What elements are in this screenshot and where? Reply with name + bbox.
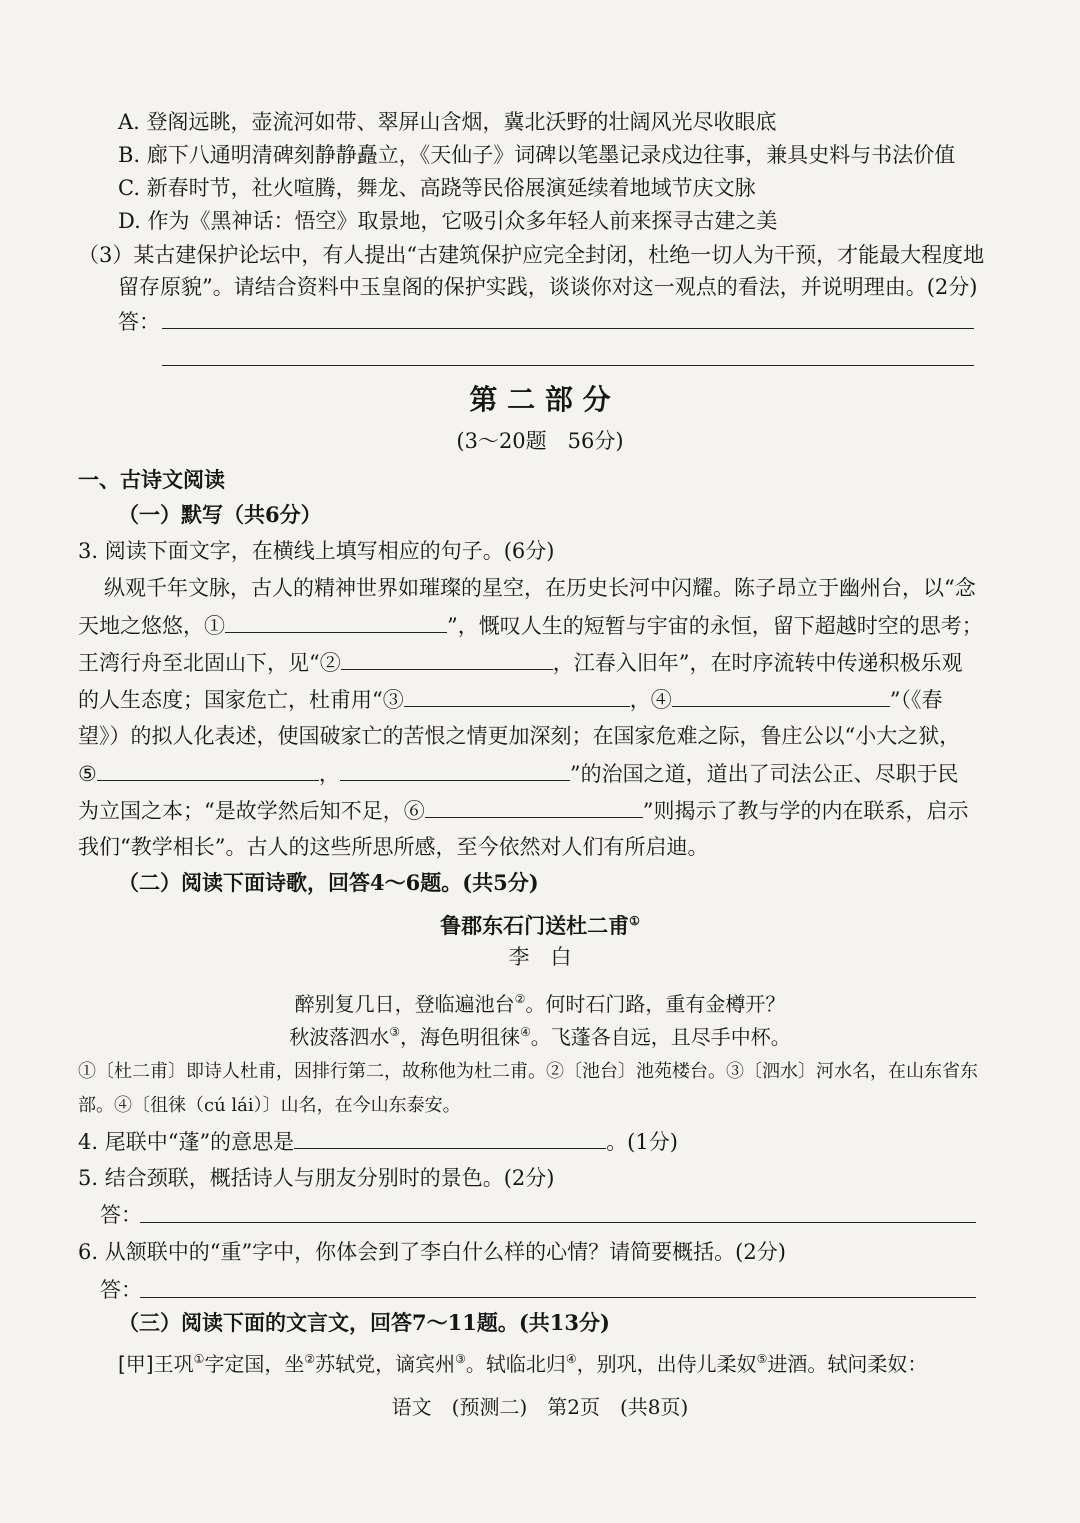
classical-text: 。轼临北归 [465, 1352, 566, 1376]
footnote-marker: ⑤ [756, 1352, 768, 1366]
classical-text: 字定国，坐 [204, 1352, 305, 1376]
part-title: 第 二 部 分 [469, 383, 611, 416]
poem-line [0, 984, 1080, 1019]
passage-line: 纵观千年文脉，古人的精神世界如璀璨的星空，在历史长河中闪耀。陈子昂立于幽州台，以“念 [104, 576, 976, 600]
poem-text: ，海色明徂徕 [400, 1025, 520, 1049]
poem-text: 秋波落泗水 [289, 1025, 390, 1049]
option-b: B. 廊下八通明清碑刻静静矗立，《天仙子》词碑以笔墨记录戍边往事，兼具史料与书法价值 [118, 143, 956, 167]
question-text: 。(1分) [606, 1130, 678, 1154]
passage-line [78, 684, 943, 715]
classical-text: ，别巩，出侍儿柔奴 [576, 1352, 757, 1376]
question-text: 4. 尾联中“蓬”的意思是 [78, 1130, 295, 1154]
passage-text: 的人生态度；国家危亡，杜甫用“③ [78, 688, 404, 712]
passage-line [78, 647, 962, 678]
question-5-stem: 5. 结合颈联，概括诗人与朋友分别时的景色。(2分) [78, 1166, 555, 1190]
classical-text: 进酒。轼问柔奴： [767, 1352, 928, 1376]
poem-text: 。何时石门路，重有金樽开？ [525, 992, 786, 1016]
footnote-marker: ① [193, 1352, 205, 1366]
passage-text: ”，慨叹人生的短暂与宇宙的永恒，留下超越时空的思考； [447, 614, 983, 638]
answer-label: 答： [100, 1278, 142, 1302]
poem-title-text: 鲁郡东石门送杜二甫 [440, 913, 630, 938]
question-2-3-line2: 留存原貌”。请结合资料中玉皇阁的保护实践，谈谈你对这一观点的看法，并说明理由。(2分) [118, 275, 978, 299]
poem-line [0, 1017, 1080, 1052]
blank-1[interactable] [225, 610, 447, 633]
passage-text: ， [318, 762, 340, 786]
footnote-marker: ③ [455, 1352, 466, 1366]
question-6-stem: 6. 从颔联中的“重”字中，你体会到了李白什么样的心情？请简要概括。(2分) [78, 1240, 786, 1264]
option-c: C. 新春时节，社火喧腾，舞龙、高跷等民俗展演延续着地域节庆文脉 [118, 176, 756, 200]
question-2-3-line1: （3）某古建保护论坛中，有人提出“古建筑保护应完全封闭，杜绝一切人为干预，才能最大程度地 [78, 243, 985, 267]
option-a: A. 登阁远眺，壶流河如带、翠屏山含烟，冀北沃野的壮阔风光尽收眼底 [118, 110, 777, 134]
passage-text: ”则揭示了教与学的内在联系，启示 [642, 799, 969, 823]
option-d: D. 作为《黑神话：悟空》取景地，它吸引众多年轻人前来探寻古建之美 [118, 209, 778, 233]
answer-label: 答： [100, 1203, 142, 1227]
passage-line [78, 758, 959, 789]
footnote-marker: ② [514, 992, 526, 1006]
section-heading: 一、古诗文阅读 [78, 467, 225, 492]
passage-text: 王湾行舟至北固山下，见“② [78, 651, 341, 675]
classical-text-line [118, 1344, 927, 1379]
page-footer: 语文 (预测二) 第2页 (共8页) [391, 1395, 689, 1419]
passage-text: ”（《春 [889, 688, 943, 712]
classical-text: 苏轼党，谪宾州 [315, 1352, 456, 1376]
footnote-marker: ④ [565, 1352, 577, 1366]
blank-2[interactable] [341, 647, 553, 670]
footnote-marker: ③ [389, 1025, 400, 1039]
footnote-marker: ① [629, 914, 640, 928]
passage-line [78, 610, 983, 641]
passage-line: 我们“教学相长”。古人的这些所思所感，至今依然对人们有所启迪。 [78, 835, 709, 859]
subsection-heading: （三）阅读下面的文言文，回答7～11题。(共13分) [118, 1310, 610, 1335]
classical-text: [甲]王巩 [118, 1352, 194, 1376]
passage-text: ，江春入旧年”，在时序流转中传递积极乐观 [552, 651, 963, 675]
passage-text: ，④ [629, 688, 672, 712]
blank-6[interactable] [425, 795, 643, 818]
question-3-stem: 3. 阅读下面文字，在横线上填写相应的句子。(6分) [78, 539, 555, 563]
footnote-marker: ② [304, 1352, 316, 1366]
answer-line[interactable] [140, 1222, 976, 1223]
poem-author: 李 白 [508, 945, 572, 969]
subsection-heading: （一）默写（共6分） [118, 502, 322, 527]
poem-text: 醉别复几日，登临遍池台 [294, 992, 515, 1016]
answer-line[interactable] [162, 328, 974, 329]
passage-text: ”的治国之道，道出了司法公正、尽职于民 [569, 762, 959, 786]
blank-5a[interactable] [97, 758, 319, 781]
answer-line[interactable] [140, 1297, 976, 1298]
footnotes-line: 部。④〔徂徕（cú lái）〕山名，在今山东泰安。 [78, 1095, 461, 1116]
passage-line [78, 795, 968, 826]
passage-text: 天地之悠悠，① [78, 614, 225, 638]
blank-4[interactable] [672, 684, 890, 707]
subsection-heading: （二）阅读下面诗歌，回答4～6题。(共5分) [118, 870, 539, 895]
answer-label: 答： [118, 310, 160, 334]
passage-line: 望》）的拟人化表述，使国破家亡的苦恨之情更加深刻；在国家危难之际，鲁庄公以“小大之狱， [78, 724, 961, 748]
passage-text: ⑤ [78, 762, 97, 786]
poem-title [0, 906, 1080, 941]
answer-line[interactable] [162, 365, 974, 366]
footnotes-line: ①〔杜二甫〕即诗人杜甫，因排行第二，故称他为杜二甫。②〔池台〕池苑楼台。③〔泗水〕河水名，在山东省东 [78, 1061, 978, 1082]
footnote-marker: ④ [520, 1025, 531, 1039]
blank-5b[interactable] [340, 758, 570, 781]
part-subtitle: (3～20题 56分) [456, 429, 624, 453]
blank-q4[interactable] [294, 1126, 606, 1149]
blank-3[interactable] [404, 684, 630, 707]
passage-text: 为立国之本；“是故学然后知不足，⑥ [78, 799, 425, 823]
poem-text: 。飞蓬各自远，且尽手中杯。 [530, 1025, 791, 1049]
question-4 [78, 1126, 678, 1157]
